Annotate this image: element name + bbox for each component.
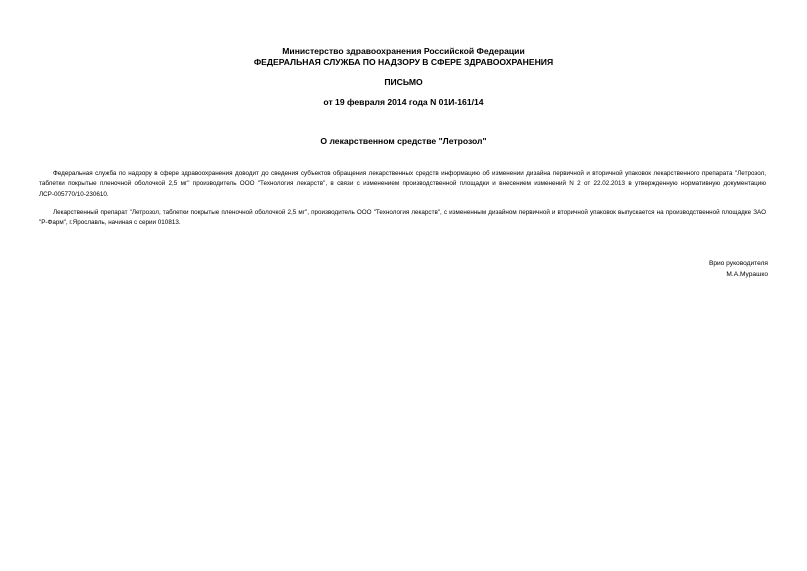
signature-block [709,259,768,280]
body-paragraph-2: Лекарственный препарат "Летрозол, таблетки покрытые пленочной оболочкой 2,5 мг", производитель ООО "Технология лекарств", с измененным дизайном первичной и вторичной упаковок выпускается на производственной площадке ЗАО "Р-Фарм", г.Ярославль, начиная с серии 010813. [39,209,766,227]
body-paragraph-1: Федеральная служба по надзору в сфере здравоохранения доводит до сведения субъектов обращения лекарственных средств информацию об изменении дизайна первичной и вторичной упаковок лекарственного препарата "Летрозол, таблетки покрытые пленочной оболочкой 2,5 мг" производитель ООО "Технология лекарств", в связи с изменением производственной площадки и внесением изменений N 2 от 22.02.2013 в утвержденную нормативную документацию ЛСР-005770/10-230610. [39,170,766,198]
signature-position: Врио руководителя [708,260,768,267]
document-date-number: от 19 февраля 2014 года N 01И-161/14 [323,97,484,107]
signature-name: М.А.Мурашко [726,270,768,278]
document-type: ПИСЬМО [384,77,423,87]
service-name: ФЕДЕРАЛЬНАЯ СЛУЖБА ПО НАДЗОРУ В СФЕРЕ ЗДРАВООХРАНЕНИЯ [253,57,554,67]
ministry-name: Министерство здравоохранения Российской Федерации [282,46,525,56]
document-title: О лекарственном средстве "Летрозол" [320,136,487,146]
